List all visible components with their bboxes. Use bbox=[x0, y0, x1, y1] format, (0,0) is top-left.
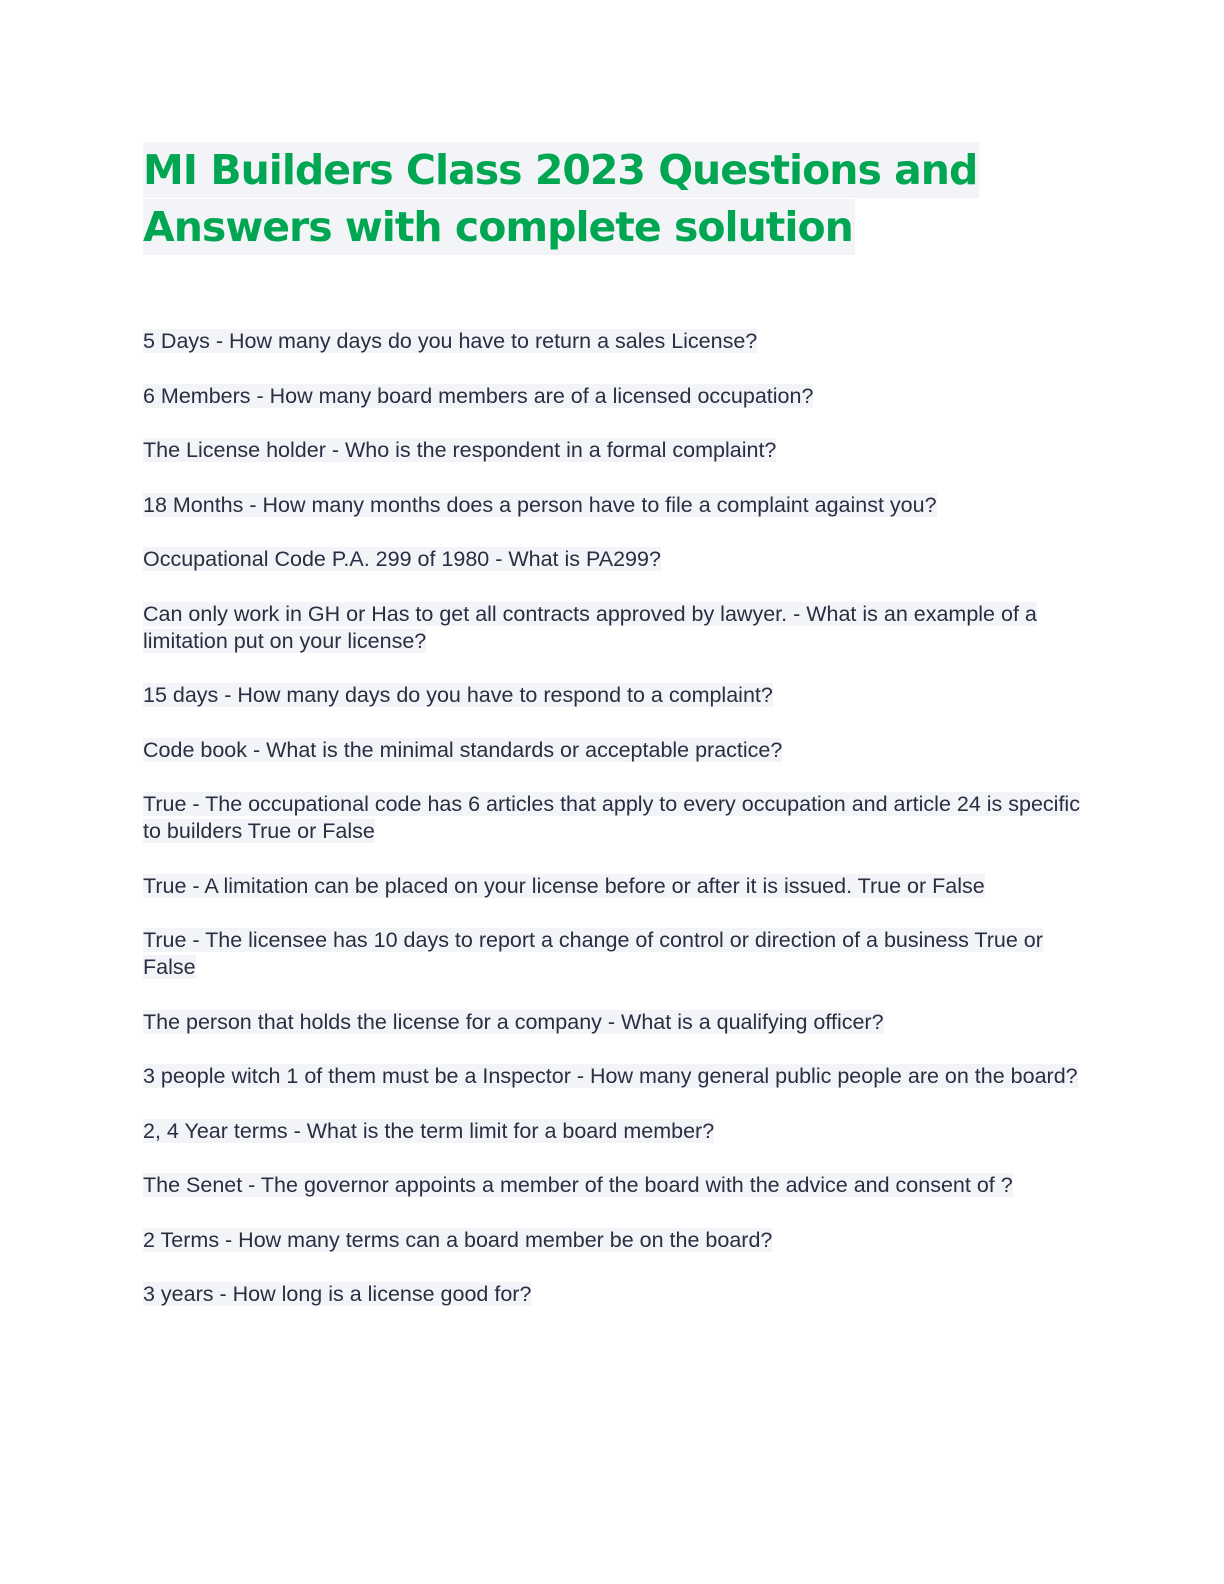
qa-item-text: The Senet - The governor appoints a member of the board with the advice and consent of ? bbox=[143, 1173, 1013, 1197]
qa-item bbox=[143, 1063, 1083, 1090]
qa-item-text: 3 people witch 1 of them must be a Inspector - How many general public people are on the board? bbox=[143, 1064, 1078, 1088]
title-line-2: Answers with complete solution bbox=[143, 199, 855, 255]
qa-item bbox=[143, 383, 1083, 410]
qa-item bbox=[143, 328, 1083, 355]
qa-item bbox=[143, 492, 1083, 519]
qa-item-text: Code book - What is the minimal standards or acceptable practice? bbox=[143, 737, 783, 762]
qa-item bbox=[143, 546, 1083, 573]
qa-item-text: True - A limitation can be placed on your license before or after it is issued. True or False bbox=[143, 873, 985, 898]
qa-item bbox=[143, 682, 1083, 709]
qa-item bbox=[143, 873, 1083, 900]
qa-item-text: 18 Months - How many months does a person have to file a complaint against you? bbox=[143, 492, 937, 517]
qa-item bbox=[143, 927, 1083, 981]
qa-item bbox=[143, 1227, 1083, 1254]
qa-item-text: 2, 4 Year terms - What is the term limit for a board member? bbox=[143, 1118, 715, 1143]
qa-item bbox=[143, 1009, 1083, 1036]
qa-item-text: Occupational Code P.A. 299 of 1980 - What is PA299? bbox=[143, 547, 661, 571]
page-title bbox=[143, 142, 1043, 256]
qa-item-text: 6 Members - How many board members are of a licensed occupation? bbox=[143, 383, 814, 408]
qa-item bbox=[143, 791, 1083, 845]
qa-list bbox=[143, 328, 1083, 1308]
qa-item bbox=[143, 737, 1083, 764]
qa-item-text: The License holder - Who is the respondent in a formal complaint? bbox=[143, 438, 777, 462]
qa-item bbox=[143, 1118, 1083, 1145]
qa-item-text: Can only work in GH or Has to get all contracts approved by lawyer. - What is an example of a limitation put on your license? bbox=[143, 601, 1037, 653]
qa-item bbox=[143, 601, 1083, 655]
title-line-1: MI Builders Class 2023 Questions and bbox=[143, 142, 979, 198]
qa-item-text: 3 years - How long is a license good for? bbox=[143, 1282, 532, 1306]
qa-item-text: True - The occupational code has 6 articles that apply to every occupation and article 24 is specific to builders True or False bbox=[143, 792, 1080, 843]
qa-item bbox=[143, 437, 1083, 464]
qa-item-text: The person that holds the license for a company - What is a qualifying officer? bbox=[143, 1009, 884, 1034]
qa-item bbox=[143, 1281, 1083, 1308]
qa-item-text: 5 Days - How many days do you have to return a sales License? bbox=[143, 329, 758, 353]
qa-item bbox=[143, 1172, 1083, 1199]
qa-item-text: 2 Terms - How many terms can a board member be on the board? bbox=[143, 1227, 773, 1252]
qa-item-text: True - The licensee has 10 days to report a change of control or direction of a business True or False bbox=[143, 928, 1043, 979]
qa-item-text: 15 days - How many days do you have to respond to a complaint? bbox=[143, 683, 773, 707]
